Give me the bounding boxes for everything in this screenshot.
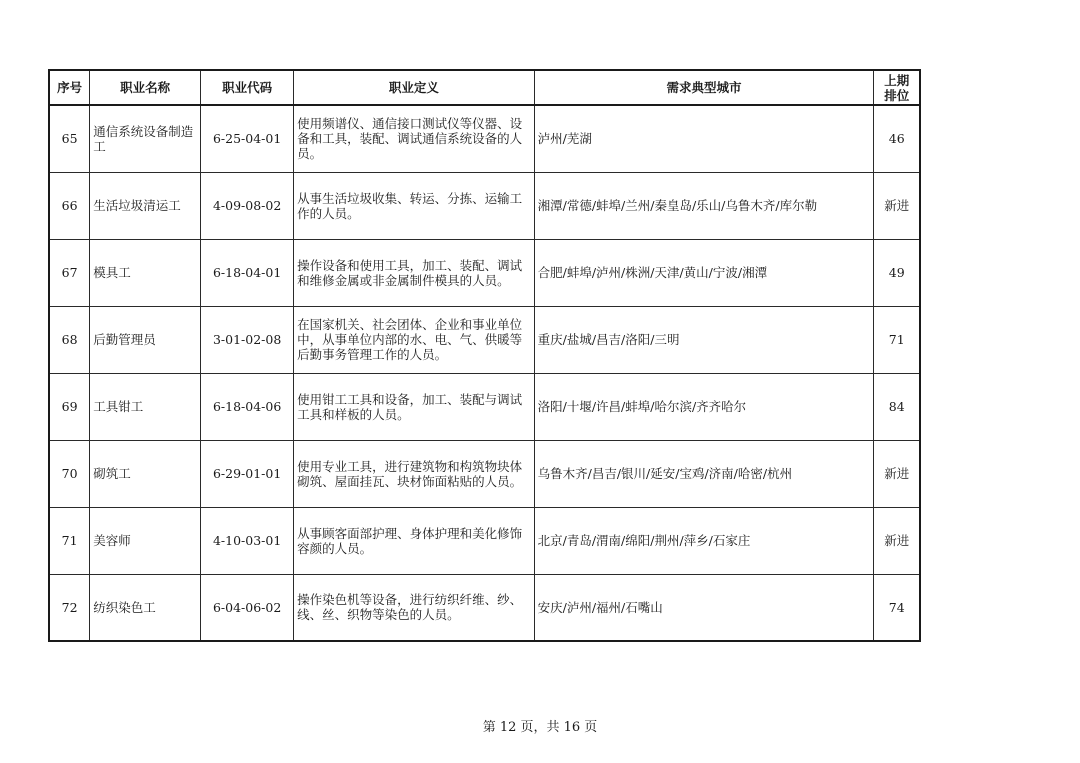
occupation-code: 6-04-06-02 [201, 574, 294, 641]
demand-cities: 泸州/芜湖 [534, 105, 874, 172]
previous-rank: 46 [874, 105, 920, 172]
occupation-definition: 从事生活垃圾收集、转运、分拣、运输工作的人员。 [294, 172, 534, 239]
header-name: 职业名称 [90, 70, 201, 105]
table-row [49, 373, 920, 440]
occupation-code: 6-25-04-01 [201, 105, 294, 172]
row-number: 65 [49, 105, 90, 172]
occupation-code: 6-18-04-01 [201, 239, 294, 306]
header-cities: 需求典型城市 [534, 70, 874, 105]
row-number: 67 [49, 239, 90, 306]
header-definition: 职业定义 [294, 70, 534, 105]
occupation-code: 3-01-02-08 [201, 306, 294, 373]
row-number: 72 [49, 574, 90, 641]
header-code: 职业代码 [201, 70, 294, 105]
occupation-name: 生活垃圾清运工 [90, 172, 201, 239]
demand-cities: 北京/青岛/渭南/绵阳/荆州/萍乡/石家庄 [534, 507, 874, 574]
occupation-name: 砌筑工 [90, 440, 201, 507]
occupation-name: 美容师 [90, 507, 201, 574]
occupation-definition: 操作染色机等设备，进行纺织纤维、纱、线、丝、织物等染色的人员。 [294, 574, 534, 641]
occupation-definition: 使用钳工工具和设备，加工、装配与调试工具和样板的人员。 [294, 373, 534, 440]
demand-cities: 合肥/蚌埠/泸州/株洲/天津/黄山/宁波/湘潭 [534, 239, 874, 306]
demand-cities: 湘潭/常德/蚌埠/兰州/秦皇岛/乐山/乌鲁木齐/库尔勒 [534, 172, 874, 239]
header-prev-rank-line2: 排位 [884, 87, 910, 103]
table-header [49, 70, 920, 105]
row-number: 68 [49, 306, 90, 373]
table-row [49, 574, 920, 641]
row-number: 66 [49, 172, 90, 239]
occupation-definition: 使用专业工具，进行建筑物和构筑物块体砌筑、屋面挂瓦、块材饰面粘贴的人员。 [294, 440, 534, 507]
previous-rank: 49 [874, 239, 920, 306]
occupation-definition: 从事顾客面部护理、身体护理和美化修饰容颜的人员。 [294, 507, 534, 574]
table-row [49, 105, 920, 172]
table-row [49, 507, 920, 574]
header-row [49, 70, 920, 105]
occupation-definition: 使用频谱仪、通信接口测试仪等仪器、设备和工具，装配、调试通信系统设备的人员。 [294, 105, 534, 172]
demand-cities: 乌鲁木齐/昌吉/银川/延安/宝鸡/济南/哈密/杭州 [534, 440, 874, 507]
page-number-footer: 第 12 页，共 16 页 [482, 720, 598, 735]
demand-cities: 洛阳/十堰/许昌/蚌埠/哈尔滨/齐齐哈尔 [534, 373, 874, 440]
occupation-definition: 操作设备和使用工具，加工、装配、调试和维修金属或非金属制件模具的人员。 [294, 239, 534, 306]
row-number: 71 [49, 507, 90, 574]
table-row [49, 239, 920, 306]
occupation-name: 工具钳工 [90, 373, 201, 440]
occupation-code: 6-18-04-06 [201, 373, 294, 440]
previous-rank: 74 [874, 574, 920, 641]
table-row [49, 440, 920, 507]
previous-rank: 新进 [874, 440, 920, 507]
table-row [49, 172, 920, 239]
demand-cities: 重庆/盐城/昌吉/洛阳/三明 [534, 306, 874, 373]
previous-rank: 新进 [874, 172, 920, 239]
header-prev-rank-line1: 上期 [884, 72, 910, 88]
previous-rank: 71 [874, 306, 920, 373]
header-prev-rank [874, 70, 920, 105]
header-no: 序号 [49, 70, 90, 105]
occupation-code: 6-29-01-01 [201, 440, 294, 507]
demand-cities: 安庆/泸州/福州/石嘴山 [534, 574, 874, 641]
occupation-name: 后勤管理员 [90, 306, 201, 373]
previous-rank: 84 [874, 373, 920, 440]
table-body [49, 105, 920, 641]
occupation-name: 纺织染色工 [90, 574, 201, 641]
table-row [49, 306, 920, 373]
occupation-table [48, 69, 921, 642]
occupation-definition: 在国家机关、社会团体、企业和事业单位中，从事单位内部的水、电、气、供暖等后勤事务管理工作的人员。 [294, 306, 534, 373]
occupation-name: 模具工 [90, 239, 201, 306]
previous-rank: 新进 [874, 507, 920, 574]
row-number: 70 [49, 440, 90, 507]
row-number: 69 [49, 373, 90, 440]
occupation-code: 4-10-03-01 [201, 507, 294, 574]
occupation-code: 4-09-08-02 [201, 172, 294, 239]
occupation-name: 通信系统设备制造工 [90, 105, 201, 172]
